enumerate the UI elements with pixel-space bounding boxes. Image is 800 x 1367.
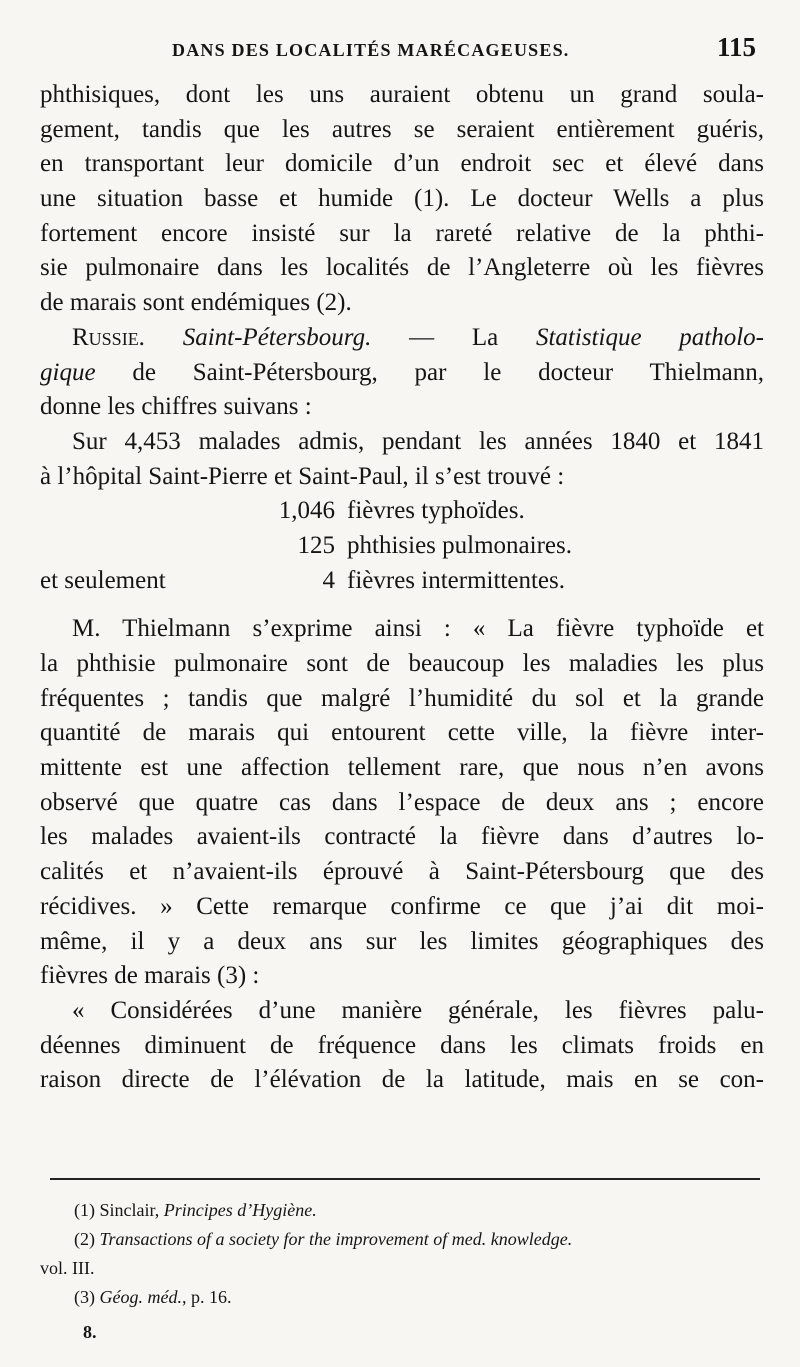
footnote-text: Sinclair, — [95, 1200, 164, 1220]
text-line: « Considérées d’une manière générale, les fièvres palu- — [72, 996, 764, 1024]
text-line: fréquentes ; tandis que malgré l’humidité du sol et la grande — [40, 684, 764, 712]
running-title: DANS DES LOCALITÉS MARÉCAGEUSES. — [172, 40, 570, 60]
text-line: de marais sont endémiques (2). — [40, 289, 352, 317]
footnote-title: Géog. méd. — [95, 1287, 182, 1307]
text-line: gement, tandis que les autres se seraient entièrement guéris, — [40, 115, 764, 143]
text-line: mittente est une affection tellement rare, que nous n’en avons — [40, 754, 764, 782]
text-line: donne les chiffres suivans : — [40, 393, 312, 421]
statistique-title-cont: gique — [40, 358, 96, 386]
footnotes — [40, 1196, 764, 1312]
footnote-mark: (1) — [74, 1200, 95, 1220]
city-heading: Saint-Pétersbourg. — [182, 323, 372, 351]
table-row — [40, 529, 764, 564]
statistique-title: Statistique patholo- — [535, 323, 765, 351]
text-line: M. Thielmann s’exprime ainsi : « La fièvre typhoïde et — [72, 615, 764, 643]
footnote-text: , p. 16. — [181, 1287, 232, 1307]
row-label — [40, 494, 205, 529]
row-count: 1,046 — [278, 497, 335, 525]
text-span: de Saint-Pétersbourg, par le docteur Thielmann, — [95, 358, 764, 386]
text-line: une situation basse et humide (1). Le docteur Wells a plus — [40, 185, 764, 213]
text-line: calités et n’avaient-ils éprouvé à Saint-Pétersbourg que des — [40, 858, 764, 886]
footnote-2 — [40, 1225, 764, 1254]
footnote-1 — [40, 1196, 764, 1225]
text-line: les malades avaient-ils contracté la fièvre dans d’autres lo- — [40, 823, 764, 851]
footnote-mark: (3) — [74, 1287, 95, 1307]
page-header — [40, 32, 756, 76]
text-line: récidives. » Cette remarque confirme ce que j’ai dit moi- — [40, 892, 764, 920]
text-line: même, il y a deux ans sur les limites géographiques des — [40, 927, 764, 955]
statistics-table — [40, 494, 764, 598]
text-line: déennes diminuent de fréquence dans les climats froids en — [40, 1031, 764, 1059]
section-heading-line — [40, 321, 764, 356]
text-line: à l’hôpital Saint-Pierre et Saint-Paul, il s’est trouvé : — [40, 462, 565, 490]
footnote-mark: (2) — [74, 1229, 95, 1249]
text-line: phthisiques, dont les uns auraient obtenu un grand soula- — [40, 81, 764, 108]
text-line — [40, 356, 764, 391]
body-text — [40, 78, 764, 1098]
row-label — [40, 529, 205, 564]
footnote-3 — [40, 1283, 764, 1312]
signature-mark: 8. — [83, 1322, 97, 1342]
footnote-title: Transactions of a society for the improvement of med. knowledge. — [95, 1229, 573, 1249]
text-line: sie pulmonaire dans les localités de l’Angleterre où les fièvres — [40, 254, 764, 282]
page-number: 115 — [716, 32, 756, 62]
text-line: la phthisie pulmonaire sont de beaucoup les maladies les plus — [40, 650, 764, 677]
text-line: quantité de marais qui entourent cette ville, la fièvre inter- — [40, 719, 764, 747]
row-label: et seulement — [40, 566, 166, 594]
row-description: fièvres typhoïdes. — [347, 497, 525, 525]
text-line: Sur 4,453 malades admis, pendant les années 1840 et 1841 — [72, 427, 764, 455]
row-description: fièvres intermittentes. — [347, 566, 565, 594]
table-row — [40, 494, 764, 529]
text-line: fortement encore insisté sur la rareté relative de la phthi- — [40, 219, 764, 247]
footnote-rule — [50, 1178, 760, 1180]
row-description: phthisies pulmonaires. — [347, 531, 572, 559]
text-line: raison directe de l’élévation de la latitude, mais en se con- — [40, 1066, 764, 1094]
footnote-title: Principes d’Hygiène. — [163, 1200, 317, 1220]
country-heading: Russie. — [72, 323, 145, 351]
row-count: 4 — [322, 566, 335, 594]
dash-text: — La — [371, 323, 536, 351]
text-line: en transportant leur domicile d’un endroit sec et élevé dans — [40, 150, 764, 178]
table-row — [40, 564, 764, 599]
row-count: 125 — [297, 531, 335, 559]
text-line: fièvres de marais (3) : — [40, 962, 260, 990]
text-line: observé que quatre cas dans l’espace de deux ans ; encore — [40, 788, 764, 816]
footnote-2-volume: vol. III. — [40, 1258, 95, 1278]
